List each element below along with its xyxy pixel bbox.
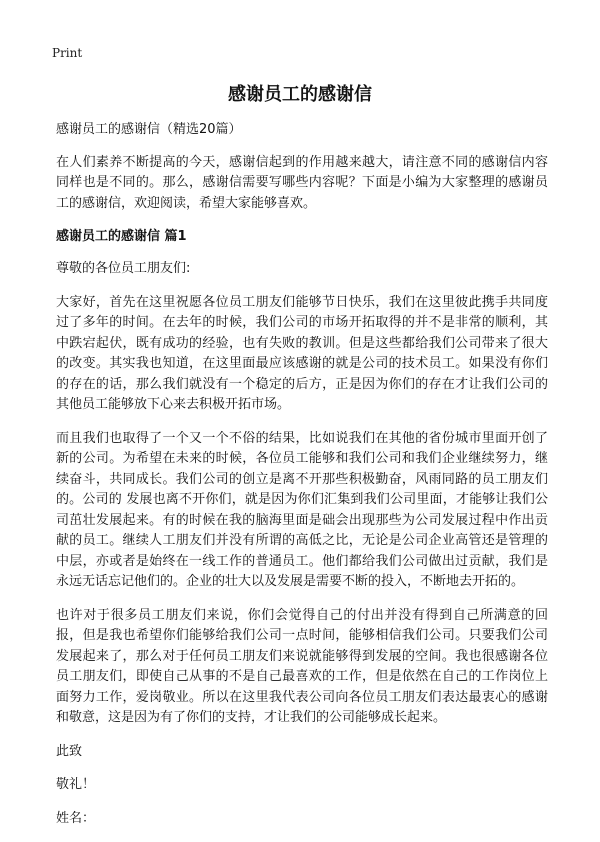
name-label: 姓名： [56, 810, 96, 826]
body-paragraph-1: 大家好，首先在这里祝愿各位员工朋友们能够节日快乐，我们在这里彼此携手共同度过了多年的时间。在去年的时候，我们公司的市场开拓取得的并不是非常的顺利，其中跌宕起伏，既有成功的经验，也有失败的教训。但是这些都给我们公司带来了很大的改变。其实我也知道，在这里面最应该感谢的就是公司的技术员工。如果没有你们的存在的话，那么我们就没有一个稳定的后方，正是因为你们的存在才让我们公司的其他员工能够放下心来去积极开拓市场。 [56, 294, 548, 412]
page-title: 感谢员工的感谢信 [228, 84, 372, 105]
closing-line-1: 此致 [56, 743, 83, 759]
print-link[interactable]: Print [52, 46, 83, 60]
article-subtitle: 感谢员工的感谢信（精选20篇） [56, 122, 242, 137]
article-content [56, 120, 548, 842]
body-paragraph-3: 也许对于很多员工朋友们来说，你们会觉得自己的付出并没有得到自己所满意的回报，但是我也希望你们能够给我们公司一点时间，能够相信我们公司。只要我们公司发展起来了，那么对于任何员工朋友们来说就能够得到发展的空间。我也很感谢各位员工朋友们，即使自己从事的不是自己最喜欢的工作，但是依然在自己的工作岗位上面努力工作，爱岗敬业。所以在这里我代表公司向各位员工朋友们表达最衷心的感谢和敬意，这是因为有了你们的支持，才让我们的公司能够成长起来。 [56, 607, 548, 725]
body-paragraph-2: 而且我们也取得了一个又一个不俗的结果，比如说我们在其他的省份城市里面开创了新的公司。为希望在未来的时候，各位员工能够和我们公司和我们企业继续努力，继续奋斗，共同成长。我们公司的创立是离不开那些积极勤奋，风雨同路的员工朋友们的。公司的 发展也离不开你们，就是因为你们汇集到我们公司里面，才能够让我们公司茁壮发展起来。有的时候在我的脑海里面是础会出现那些为公司发展过程中作出贡献的员工。继续人工朋友们并没有所谓的高低之比，无论是公司企业高管还是管理的中层，亦或者是始终在一线工作的普通员工。他们都给我们公司做出过贡献，我们是永远无话忘记他们的。企业的壮大以及发展是需要不断的投入，不断地去开拓的。 [56, 430, 548, 589]
letter-greeting: 尊敬的各位员工朋友们: [56, 261, 191, 276]
section-heading: 感谢员工的感谢信 篇1 [56, 229, 187, 244]
closing-line-2: 敬礼！ [56, 777, 96, 792]
intro-paragraph: 在人们素养不断提高的今天，感谢信起到的作用越来越大，请注意不同的感谢信内容同样也是不同的。那么，感谢信需要写哪些内容呢？下面是小编为大家整理的感谢员工的感谢信，欢迎阅读，希望大家能够喜欢。 [56, 154, 548, 211]
